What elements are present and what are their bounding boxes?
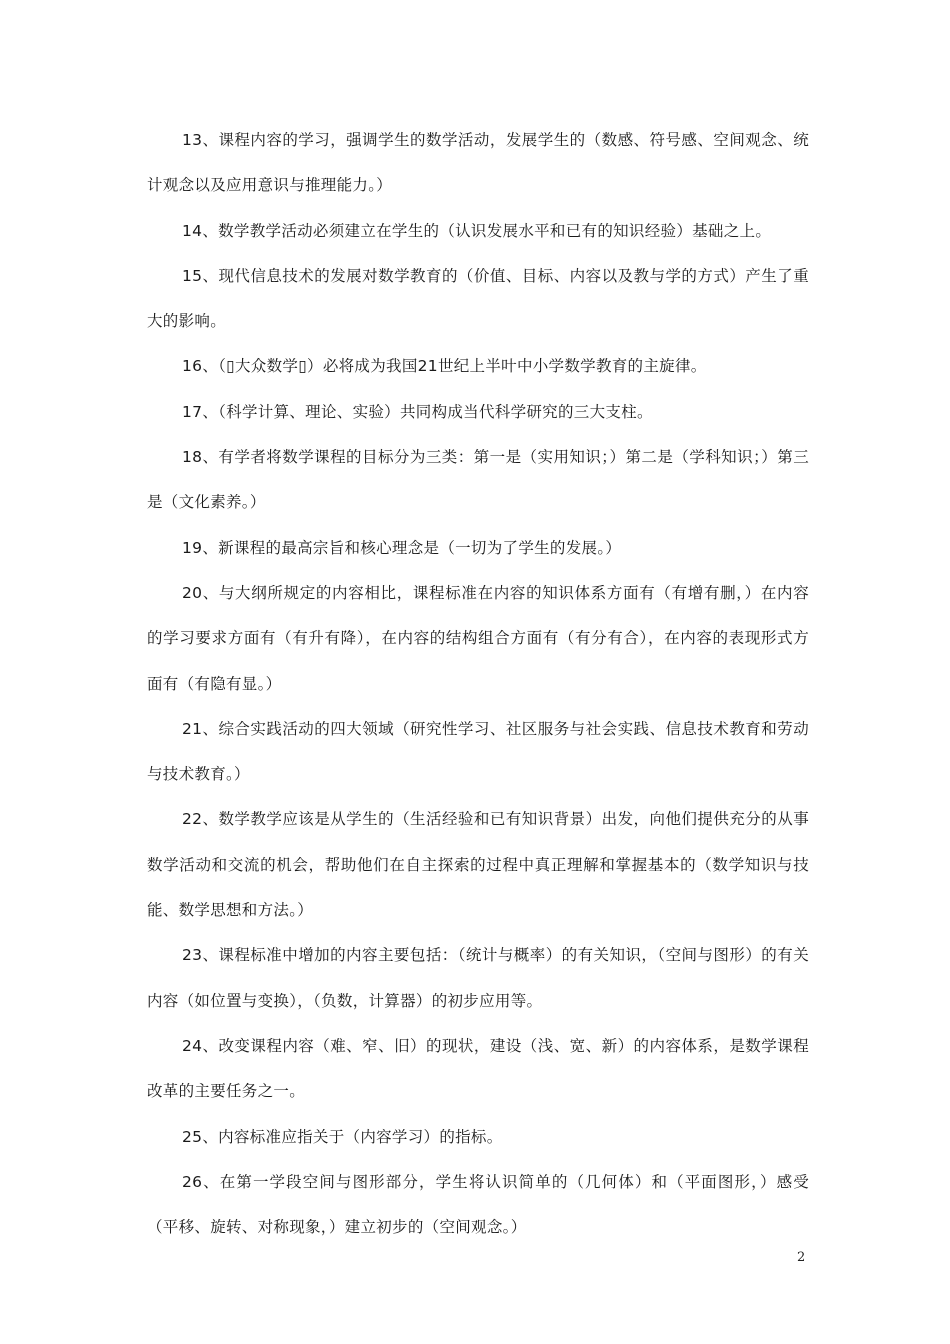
- paragraph-23: 23、课程标准中增加的内容主要包括：（统计与概率）的有关知识，（空间与图形）的有关内容（如位置与变换），（负数，计算器）的初步应用等。: [147, 946, 809, 1010]
- paragraph-15: 15、现代信息技术的发展对数学教育的（价值、目标、内容以及教与学的方式）产生了重大的影响。: [147, 266, 809, 331]
- paragraph-21: 21、综合实践活动的四大领域（研究性学习、社区服务与社会实践、信息技术教育和劳动与技术教育。）: [147, 719, 809, 784]
- paragraph-16: 16、（▯大众数学▯）必将成为我国21世纪上半叶中小学数学教育的主旋律。: [182, 357, 707, 376]
- page-number: 2: [797, 1250, 806, 1265]
- paragraph-13: 13、课程内容的学习，强调学生的数学活动，发展学生的（数感、符号感、空间观念、统计观念以及应用意识与推理能力。）: [147, 131, 809, 195]
- paragraph-24: 24、改变课程内容（难、窄、旧）的现状，建设（浅、宽、新）的内容体系，是数学课程改革的主要任务之一。: [147, 1036, 809, 1101]
- paragraph-18: 18、有学者将数学课程的目标分为三类：第一是（实用知识；）第二是（学科知识；）第三是（文化素养。）: [147, 448, 809, 512]
- paragraph-17: 17、（科学计算、理论、实验）共同构成当代科学研究的三大支柱。: [182, 402, 653, 421]
- paragraph-14: 14、数学教学活动必须建立在学生的（认识发展水平和已有的知识经验）基础之上。: [182, 221, 772, 240]
- paragraph-20: 20、与大纲所规定的内容相比，课程标准在内容的知识体系方面有（有增有删，）在内容的学习要求方面有（有升有降），在内容的结构组合方面有（有分有合），在内容的表现形式方面有（有隐有显。）: [147, 583, 809, 693]
- document-body: [147, 118, 809, 1250]
- paragraph-25: 25、内容标准应指关于（内容学习）的指标。: [182, 1127, 503, 1146]
- paragraph-26: 26、在第一学段空间与图形部分，学生将认识简单的（几何体）和（平面图形，）感受（平移、旋转、对称现象，）建立初步的（空间观念。）: [147, 1172, 809, 1237]
- paragraph-19: 19、新课程的最高宗旨和核心理念是（一切为了学生的发展。）: [182, 538, 622, 557]
- paragraph-22: 22、数学教学应该是从学生的（生活经验和已有知识背景）出发，向他们提供充分的从事数学活动和交流的机会，帮助他们在自主探索的过程中真正理解和掌握基本的（数学知识与技能、数学思想和方法。）: [147, 810, 809, 920]
